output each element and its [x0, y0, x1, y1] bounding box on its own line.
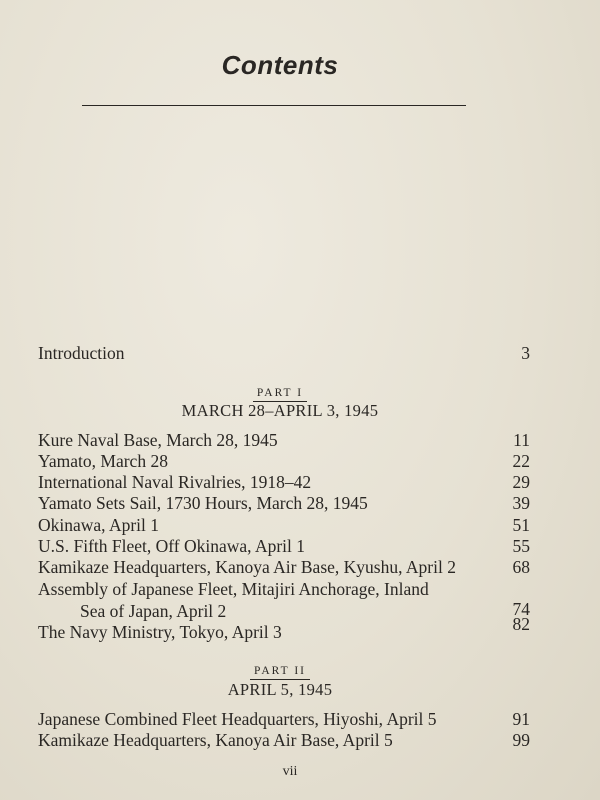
toc-entry-introduction[interactable]	[38, 342, 530, 364]
toc-entry-page: 11	[513, 430, 530, 450]
toc-entry[interactable]	[38, 535, 530, 557]
toc-entry-title-continued: Sea of Japan, April 2	[80, 601, 227, 621]
toc-entry-title: The Navy Ministry, Tokyo, April 3	[38, 622, 282, 642]
toc-entry-title: Yamato Sets Sail, 1730 Hours, March 28, 1945	[38, 493, 368, 513]
toc-entry[interactable]	[38, 614, 530, 643]
part-1-dates: MARCH 28–APRIL 3, 1945	[181, 401, 379, 420]
toc-entry[interactable]	[38, 578, 530, 600]
toc-entry-title: Okinawa, April 1	[38, 515, 160, 535]
page-number: vii	[282, 764, 298, 779]
toc-entry-title: International Naval Rivalries, 1918–42	[38, 472, 312, 492]
toc-entry[interactable]	[38, 708, 530, 730]
toc-entry-title: Introduction	[38, 343, 125, 363]
toc-entry-page: 39	[512, 493, 530, 513]
toc-entry-page: 74	[512, 599, 530, 619]
toc-entry-page: 29	[512, 472, 530, 492]
toc-entry-title: U.S. Fifth Fleet, Off Okinawa, April 1	[38, 536, 306, 556]
toc-entry-title: Assembly of Japanese Fleet, Mitajiri Anchorage, Inland	[38, 579, 429, 599]
toc-entry-title: Kamikaze Headquarters, Kanoya Air Base, Kyushu, April 2	[38, 557, 456, 577]
part-2-dates: APRIL 5, 1945	[227, 680, 333, 699]
page-title: Contents	[221, 50, 339, 80]
toc-entry[interactable]	[38, 556, 530, 578]
toc-entry-page: 82	[512, 614, 530, 634]
toc-entry-page: 99	[512, 730, 530, 750]
toc-entry-title: Kamikaze Headquarters, Kanoya Air Base, April 5	[38, 730, 393, 750]
toc-entry[interactable]	[38, 471, 530, 493]
toc-entry-page: 51	[512, 515, 530, 535]
part-2-label: PART II	[0, 664, 560, 680]
part-1-label: PART I	[0, 386, 560, 402]
title-rule	[82, 105, 466, 106]
toc-entry-page: 3	[521, 343, 530, 363]
toc-entry-title: Yamato, March 28	[38, 451, 168, 471]
toc-entry-page: 91	[512, 709, 530, 729]
toc-entry-page: 22	[512, 451, 530, 471]
toc-entry[interactable]	[38, 450, 530, 472]
toc-entry-page: 68	[512, 557, 530, 577]
toc-entry[interactable]	[38, 429, 530, 451]
toc-entry[interactable]	[38, 492, 530, 514]
toc-entry-title: Japanese Combined Fleet Headquarters, Hiyoshi, April 5	[38, 709, 437, 729]
toc-entry-continued[interactable]	[38, 600, 530, 622]
toc-entry[interactable]	[38, 729, 530, 751]
toc-entry-title: Kure Naval Base, March 28, 1945	[38, 430, 278, 450]
toc-entry-page: 55	[512, 536, 530, 556]
toc-entry[interactable]	[38, 514, 530, 536]
